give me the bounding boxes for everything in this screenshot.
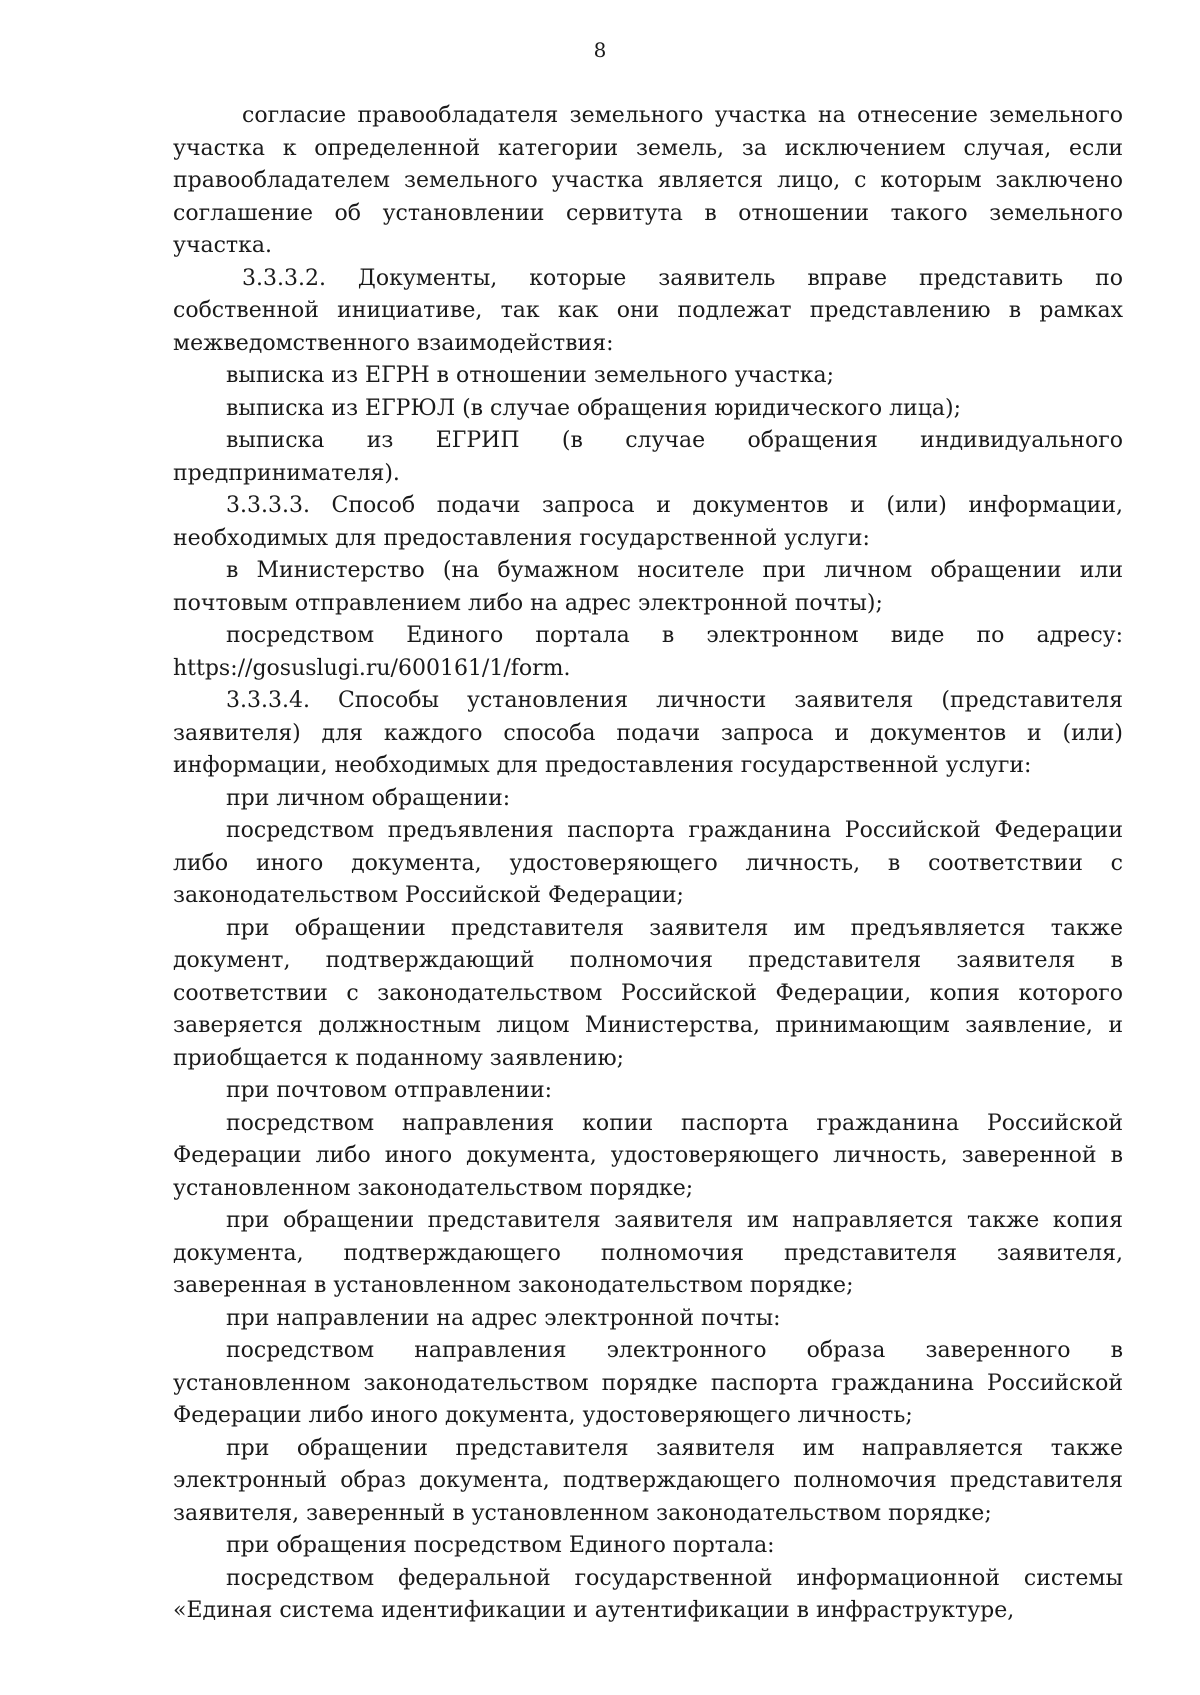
subheading-paragraph: при почтовом отправлении:	[226, 1078, 553, 1103]
list-item: выписка из ЕГРИП (в случае обращения индивидуального предпринимателя).	[173, 428, 1123, 486]
section-paragraph: 3.3.3.4. Способы установления личности заявителя (представителя заявителя) для каждого способа подачи запроса и документов и (или) информации, необходимых для предоставления государственной услуги:	[173, 688, 1123, 778]
section-paragraph: 3.3.3.2. Документы, которые заявитель вправе представить по собственной инициативе, так как они подлежат представлению в рамках межведомственного взаимодействия:	[173, 265, 1123, 356]
paragraph: посредством направления электронного образа заверенного в установленном законодательством порядке паспорта гражданина Российской Федерации либо иного документа, удостоверяющего личность;	[173, 1338, 1123, 1428]
subheading-paragraph: при обращения посредством Единого портала:	[226, 1533, 775, 1558]
list-item: в Министерство (на бумажном носителе при личном обращении или почтовым отправлением либо на адрес электронной почты);	[173, 558, 1123, 616]
page-number: 8	[593, 38, 607, 62]
paragraph: при обращении представителя заявителя им предъявляется также документ, подтверждающий полномочия представителя заявителя в соответствии с законодательством Российской Федерации, копия которого заверяется должностным лицом Министерства, принимающим заявление, и приобщается к поданному заявлению;	[173, 915, 1123, 1071]
section-paragraph: 3.3.3.3. Способ подачи запроса и документов и (или) информации, необходимых для предоставления государственной услуги:	[173, 493, 1123, 551]
paragraph: посредством федеральной государственной информационной системы «Единая система идентификации и аутентификации в инфраструктуре,	[173, 1565, 1123, 1623]
paragraph: посредством направления копии паспорта гражданина Российской Федерации либо иного документа, удостоверяющего личность, заверенной в установленном законодательством порядке;	[173, 1110, 1123, 1201]
subheading-paragraph: при направлении на адрес электронной почты:	[226, 1305, 781, 1331]
list-item: посредством Единого портала в электронном виде по адресу: https://gosuslugi.ru/600161/1/form.	[173, 623, 1123, 681]
paragraph: согласие правообладателя земельного участка на отнесение земельного участка к определенной категории земель, за исключением случая, если правообладателем земельного участка является лицо, с которым заключено соглашение об установлении сервитута в отношении такого земельного участка.	[173, 103, 1123, 258]
list-item: выписка из ЕГРН в отношении земельного участка;	[226, 363, 834, 388]
document-body	[173, 100, 1123, 1628]
paragraph: при обращении представителя заявителя им направляется также копия документа, подтверждающего полномочия представителя заявителя, заверенная в установленном законодательством порядке;	[173, 1208, 1123, 1298]
subheading-paragraph: при личном обращении:	[226, 785, 511, 811]
paragraph: посредством предъявления паспорта гражданина Российской Федерации либо иного документа, удостоверяющего личность, в соответствии с законодательством Российской Федерации;	[173, 818, 1123, 908]
list-item: выписка из ЕГРЮЛ (в случае обращения юридического лица);	[226, 395, 961, 421]
paragraph: при обращении представителя заявителя им направляется также электронный образ документа, подтверждающего полномочия представителя заявителя, заверенный в установленном законодательством порядке;	[173, 1435, 1123, 1526]
